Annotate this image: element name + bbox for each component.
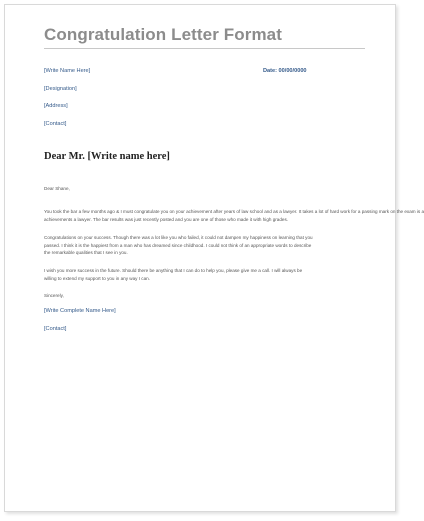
letter-page bbox=[4, 4, 424, 512]
closing-line: Sincerely, bbox=[44, 293, 64, 298]
closing bbox=[44, 292, 362, 300]
paragraph-1-line-2: achievements a lawyer. The bar results was just recently posted and you are one of those who made it with high grades. bbox=[44, 216, 289, 222]
sender-name: [Write Name Here] bbox=[44, 68, 91, 74]
paragraph-3-line-1: I wish you more success in the future. Should there be anything that I can do to help you, please give me a call. I will always be bbox=[44, 268, 303, 273]
paragraph-2-line-1: Congratulations on your success. Though there was a lot like you who failed, it could not dampen my happiness on learning that you bbox=[44, 235, 313, 240]
paragraph-2-line-2: passed. I think it is the happiest from a man who has dreamed since childhood. I could not think of an appropriate words to describe bbox=[44, 242, 312, 248]
document-title: Congratulation Letter Format bbox=[44, 25, 282, 44]
sender-designation: [Designation] bbox=[44, 86, 77, 92]
paragraph-1-line-1: You took the bar a few months ago & I must congratulate you on your achievement after years of law school and as a lawyer. It takes a lot of hard work for a passing mark on the exam is a bbox=[44, 209, 424, 214]
salutation: Dear Mr. [Write name here] bbox=[44, 151, 170, 162]
paragraph-2-line-3: the remarkable qualities that I see in you. bbox=[44, 250, 128, 256]
paragraph-2 bbox=[44, 234, 362, 257]
sender-contact: [Contact] bbox=[44, 121, 67, 127]
greeting-line: Dear Shane, bbox=[44, 186, 70, 191]
greeting bbox=[44, 185, 362, 193]
paragraph-3 bbox=[44, 267, 362, 282]
paragraph-1 bbox=[44, 208, 424, 223]
title-divider bbox=[44, 48, 365, 49]
sender-address: [Address] bbox=[44, 103, 68, 109]
signature-contact: [Contact] bbox=[44, 326, 67, 332]
letter-date: Date: 00/00/0000 bbox=[263, 68, 307, 74]
paragraph-3-line-2: willing to extend my support to you in any way I can. bbox=[44, 275, 150, 281]
signature-name: [Write Complete Name Here] bbox=[44, 308, 116, 314]
